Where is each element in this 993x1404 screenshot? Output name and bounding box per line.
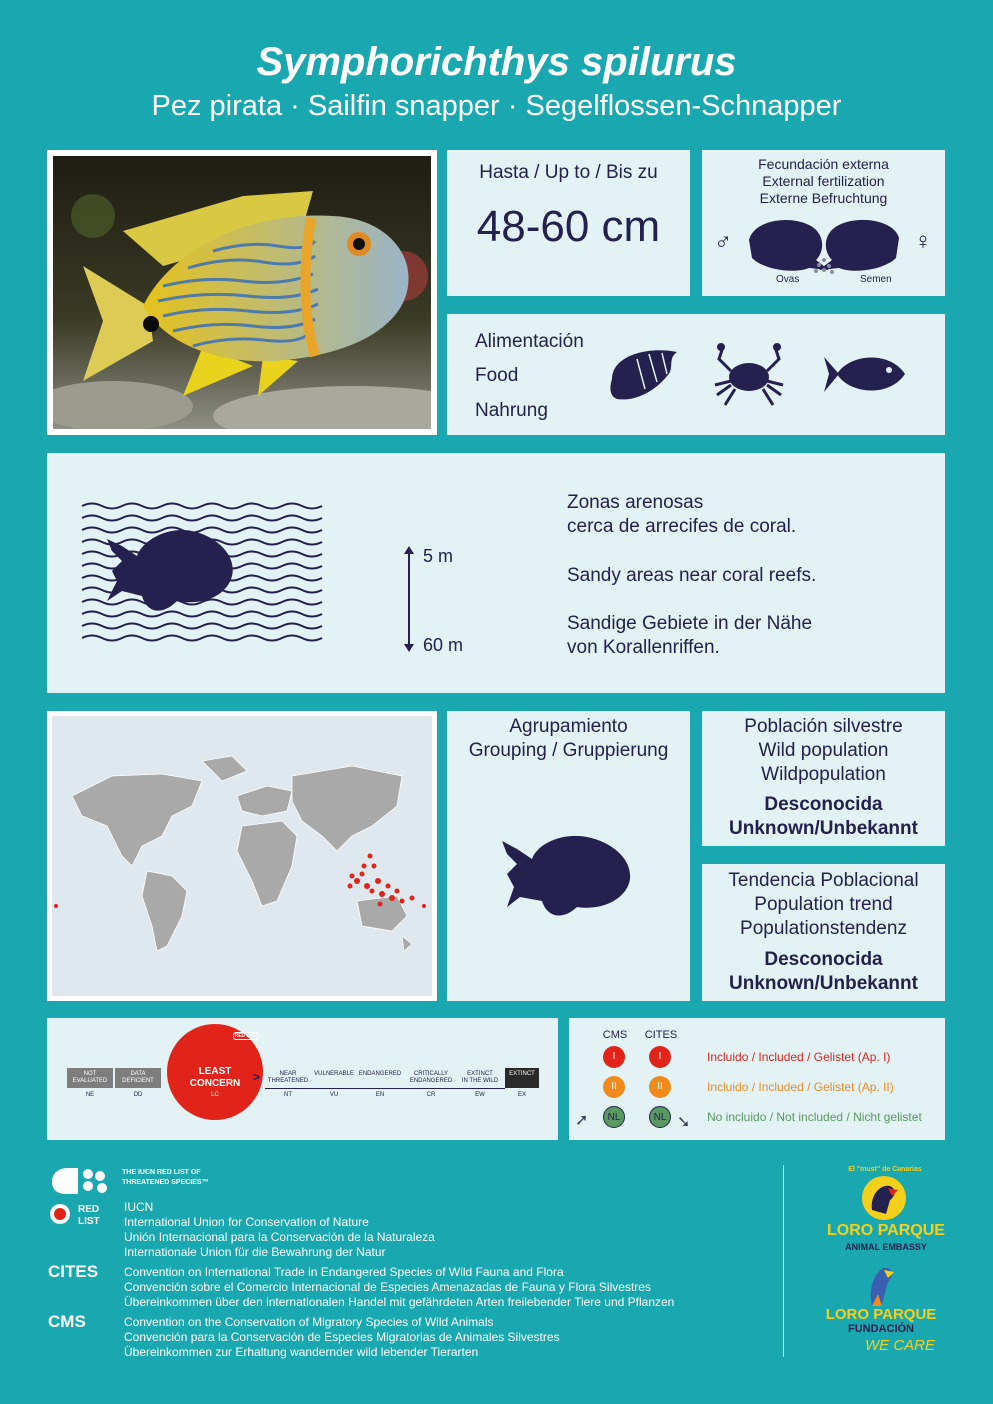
cites-not-listed-badge: NL [649, 1106, 671, 1128]
food-label-es: Alimentación [475, 331, 584, 352]
population-trend-en: Population trend [754, 894, 893, 915]
distribution-map [47, 711, 437, 1001]
solitary-fish-icon [502, 829, 637, 919]
wild-population-en: Wild population [758, 740, 889, 761]
category-cr-line2: ENDANGERED [409, 1078, 453, 1084]
category-box-dd [115, 1068, 161, 1088]
iucn-line-de: Internationale Union für die Bewahrung der Natur [124, 1245, 386, 1259]
cites-appendix-ii-badge: II [649, 1076, 671, 1098]
depth-arrow-icon [399, 545, 419, 653]
cites-line-de: Übereinkommen über den internationalen Handel mit gefährdeten Arten freilebender Tiere und Pflanzen [124, 1295, 675, 1309]
wild-population-de: Wildpopulation [761, 764, 886, 785]
male-symbol-icon: ♂ [714, 228, 732, 255]
habitat-de-line1: Sandige Gebiete in der Nähe [567, 613, 813, 634]
iucn-line-es: Unión Internacional para la Conservación de la Naturaleza [124, 1230, 435, 1244]
food-label-de: Nahrung [475, 400, 548, 421]
category-cr-line1: CRITICALLY [413, 1071, 449, 1077]
wild-population-value-en-de: Unknown/Unbekannt [729, 818, 918, 839]
wild-population-value-es: Desconocida [764, 794, 883, 815]
category-box-en [357, 1068, 403, 1088]
category-nt-line1: NEAR [279, 1071, 297, 1077]
category-lc-line2: CONCERN [189, 1078, 241, 1089]
category-code-lc: LC [211, 1092, 219, 1098]
category-code-ne: NE [85, 1092, 95, 1098]
shell-icon [607, 344, 682, 404]
cms-line-en: Convention on the Conservation of Migratory Species of Wild Animals [124, 1315, 494, 1329]
eggs-label: Ovas [776, 274, 800, 285]
category-code-ew: EW [475, 1092, 485, 1098]
species-common-names: Pez pirata · Sailfin snapper · Segelflossen-Schnapper [151, 90, 842, 122]
fundacion-label: FUNDACIÓN [848, 1323, 914, 1335]
cites-line-en: Convention on International Trade in Endangered Species of Wild Fauna and Flora [124, 1265, 564, 1279]
wild-population-panel [702, 711, 945, 846]
parrot-logo-icon [852, 1170, 916, 1224]
cms-line-es: Convención para la Conservación de Especies Migratorias de Animales Silvestres [124, 1330, 560, 1344]
world-map-illustration [52, 716, 432, 996]
habitat-es-line1: Zonas arenosas [567, 492, 704, 513]
fundacion-name: LORO PARQUE [825, 1306, 937, 1323]
depth-bottom-label: 60 m [423, 635, 464, 655]
population-trend-de: Populationstendenz [740, 918, 907, 939]
iucn-line-en: International Union for Conservation of Nature [124, 1215, 369, 1229]
loro-parque-animal-embassy: ANIMAL EMBASSY [845, 1242, 927, 1252]
cms-line-de: Übereinkommen zur Erhaltung wandernder wild lebender Tierarten [124, 1345, 479, 1359]
category-ew-line2: IN THE WILD [461, 1078, 499, 1084]
category-code-en: EN [375, 1092, 385, 1098]
category-code-vu: VU [329, 1092, 339, 1098]
depth-top-label: 5 m [423, 546, 454, 566]
we-care-slogan: WE CARE [864, 1337, 935, 1354]
food-label-en: Food [475, 365, 519, 386]
category-ew-line1: EXTINCT [467, 1071, 493, 1077]
semen-label: Semen [860, 274, 892, 285]
category-code-ex: EX [517, 1092, 526, 1098]
chevron-right-icon: > [253, 1070, 261, 1084]
fertilization-line-de: Externe Befruchtung [759, 190, 888, 206]
category-code-dd: DD [133, 1092, 143, 1098]
population-trend-panel [702, 864, 945, 1001]
habitat-panel [47, 453, 945, 693]
category-box-ew [457, 1068, 503, 1088]
population-trend-es: Tendencia Poblacional [728, 870, 919, 891]
fundacion-parrot-logo-icon [858, 1264, 898, 1308]
species-scientific-name: Symphorichthys spilurus [256, 40, 737, 84]
size-panel [447, 150, 690, 296]
spawning-fish-icon [744, 210, 904, 280]
category-box-nt [265, 1068, 311, 1088]
habitat-de-line2: von Korallenriffen. [567, 637, 720, 658]
species-photo [47, 150, 437, 435]
category-ex-line2: EXTINCT [509, 1071, 535, 1077]
population-trend-value-es: Desconocida [764, 949, 883, 970]
category-vu-line2: VULNERABLE [314, 1071, 354, 1077]
grouping-label-es: Agrupamiento [509, 716, 628, 737]
category-en-line2: ENDANGERED [358, 1071, 402, 1077]
crab-icon [709, 339, 789, 409]
fertilization-panel [702, 150, 945, 296]
scale-baseline [265, 1088, 505, 1089]
population-trend-value-en-de: Unknown/Unbekannt [729, 973, 918, 994]
loro-parque-name: LORO PARQUE [827, 1222, 945, 1239]
category-box-ex [505, 1068, 539, 1088]
redlist-scale-panel [47, 1018, 558, 1140]
category-dd-line1: DATA [130, 1071, 146, 1077]
not-listed-text: No incluido / Not included / Nicht gelistet [707, 1110, 922, 1124]
iucn-redlist-badge: RED LIST [78, 1204, 100, 1227]
size-value: 48-60 cm [476, 202, 661, 251]
cites-line-es: Convención sobre el Comercio Internacional de Especies Amenazadas de Fauna y Flora Silvestres [124, 1280, 651, 1294]
cites-appendix-i-badge: I [649, 1046, 671, 1068]
category-code-nt: NT [284, 1092, 292, 1098]
iucn-logo-text: THE IUCN RED LIST OF THREATENED SPECIES™ [122, 1169, 209, 1186]
cms-appendix-i-badge: I [603, 1046, 625, 1068]
category-box-vu [311, 1068, 357, 1088]
wild-population-es: Población silvestre [744, 716, 903, 737]
cites-column-header: CITES [644, 1029, 678, 1041]
fertilization-line-en: External fertilization [762, 173, 885, 189]
category-ne-line1: NOT [83, 1071, 97, 1077]
water-depth-illustration [77, 501, 357, 646]
footer-divider [783, 1165, 784, 1357]
grouping-label-en-de: Grouping / Gruppierung [468, 740, 669, 761]
category-lc-line1: LEAST [198, 1066, 232, 1077]
habitat-en: Sandy areas near coral reefs. [567, 565, 817, 586]
female-symbol-icon: ♀ [914, 228, 932, 255]
fish-photo-illustration [53, 156, 431, 429]
cites-pointer-arrow-icon: ➘ [677, 1114, 691, 1131]
cites-abbr: CITES [48, 1262, 99, 1281]
cms-pointer-arrow-icon: ➚ [575, 1112, 589, 1129]
category-dd-line2: DEFICIENT [122, 1078, 154, 1084]
size-label: Hasta / Up to / Bis zu [479, 162, 658, 183]
cms-column-header: CMS [602, 1029, 628, 1041]
category-ne-line2: EVALUATED [72, 1078, 108, 1084]
category-nt-line2: THREATENED [267, 1078, 309, 1084]
habitat-es-line2: cerca de arrecifes de coral. [567, 516, 797, 537]
conventions-panel [569, 1018, 945, 1140]
fertilization-line-es: Fecundación externa [758, 156, 889, 172]
category-box-ne [67, 1068, 113, 1088]
redlist-badge: RED LIST [234, 1033, 258, 1039]
cms-not-listed-badge: NL [603, 1106, 625, 1128]
category-box-cr [407, 1068, 455, 1088]
fish-icon [819, 352, 909, 397]
food-panel [447, 314, 945, 435]
appendix-ii-text: Incluido / Included / Gelistet (Ap. II) [707, 1080, 894, 1094]
cms-appendix-ii-badge: II [603, 1076, 625, 1098]
appendix-i-text: Incluido / Included / Gelistet (Ap. I) [707, 1050, 891, 1064]
cms-abbr: CMS [48, 1312, 86, 1331]
category-code-cr: CR [426, 1092, 436, 1098]
grouping-panel [447, 711, 690, 1001]
loro-parque-tagline: El "must" de Canarias [848, 1166, 922, 1173]
iucn-abbr: IUCN [124, 1200, 154, 1214]
